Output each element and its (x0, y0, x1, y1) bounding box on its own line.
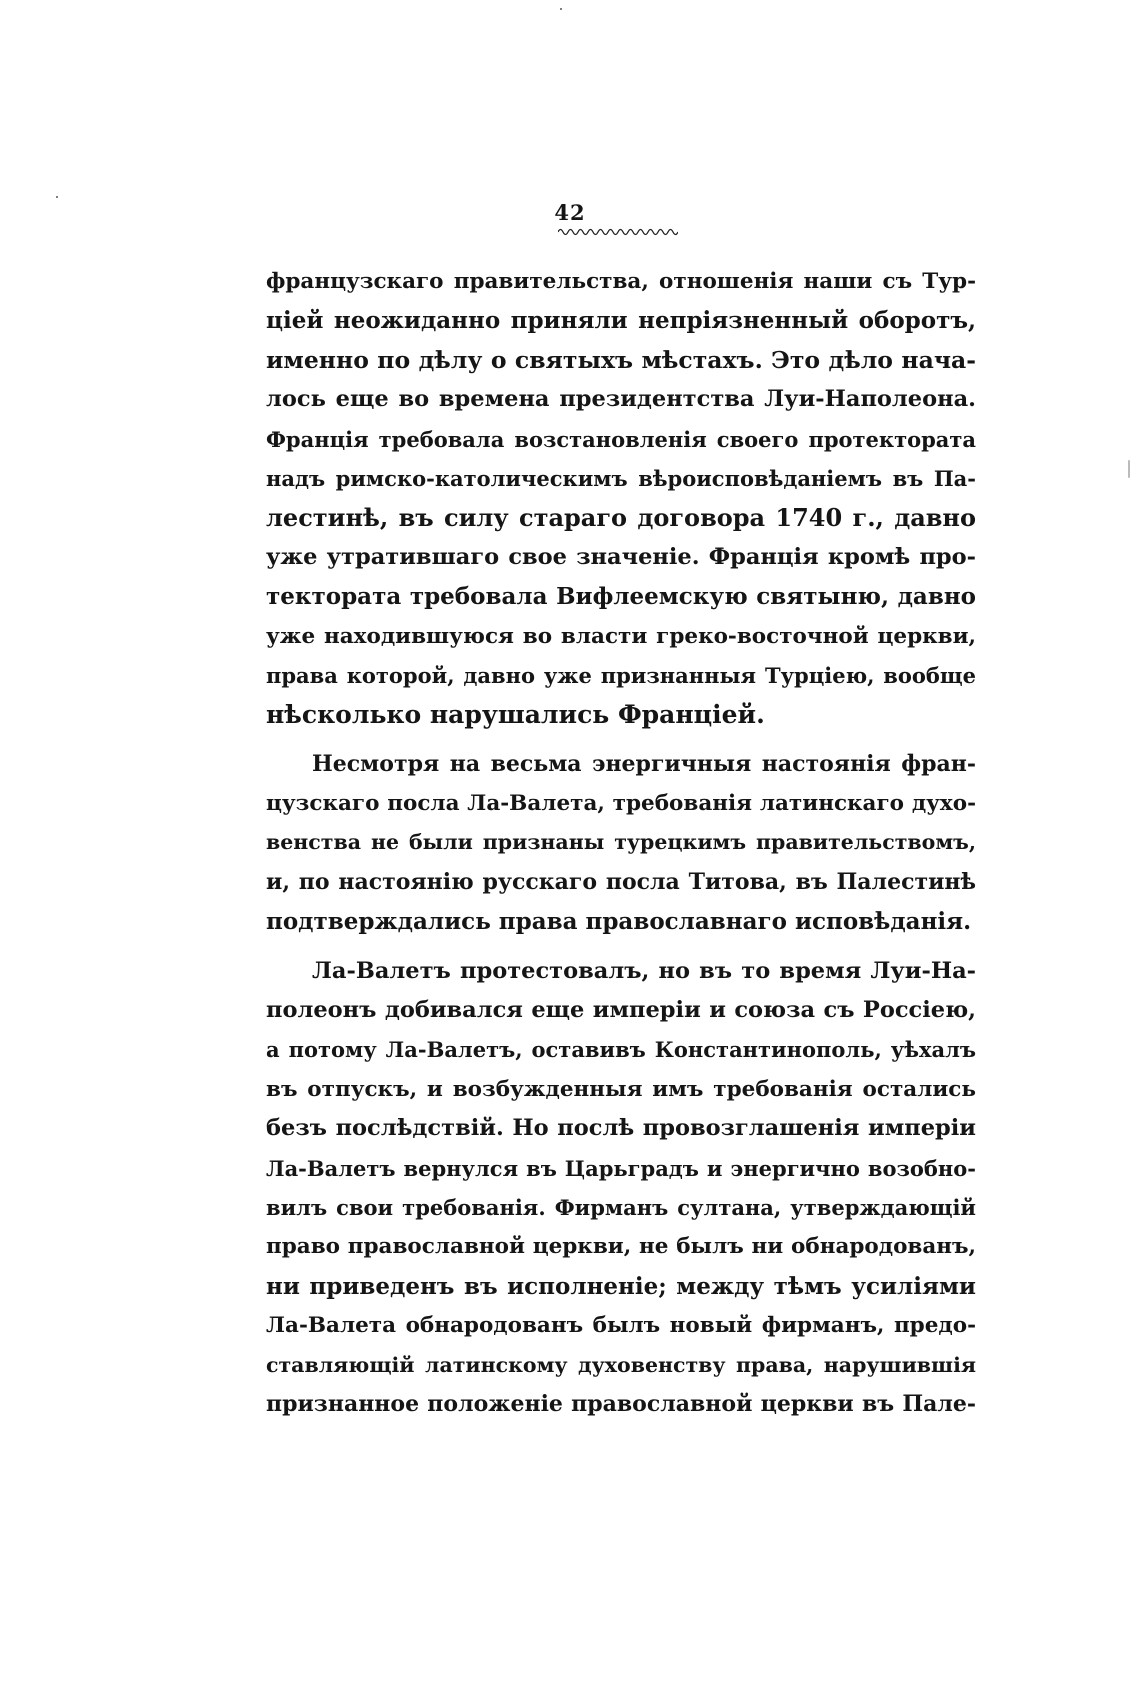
text-line: уже находившуюся во власти греко-восточной церкви, (266, 623, 976, 649)
text-line: Несмотря на весьма энергичныя настоянія фран- (312, 750, 976, 777)
paragraph-3 (266, 952, 976, 1425)
text-line: право православной церкви, не былъ ни обнародованъ, (266, 1234, 976, 1260)
scan-speck (560, 8, 562, 10)
text-line: цузскаго посла Ла-Валета, требованія латинскаго духо- (266, 791, 976, 817)
text-line: а потому Ла-Валетъ, оставивъ Константинополь, уѣхалъ (266, 1037, 976, 1063)
text-line: лестинѣ, въ силу стараго договора 1740 г., давно (266, 503, 976, 533)
text-line: надъ римско-католическимъ вѣроисповѣданіемъ въ Па- (266, 465, 976, 491)
text-line: нѣсколько нарушались Франціей. (266, 700, 765, 730)
scan-speck (56, 196, 58, 198)
text-line: Ла-Валетъ вернулся въ Царьградъ и энергично возобно- (266, 1155, 976, 1181)
text-line: вилъ свои требованія. Фирманъ султана, утверждающій (266, 1194, 976, 1220)
text-line: въ отпускъ, и возбужденныя имъ требованія остались (266, 1076, 976, 1102)
body-text (266, 262, 976, 1424)
text-line: лось еще во времена президентства Луи-Наполеона. (266, 386, 976, 413)
text-line: французскаго правительства, отношенія наши съ Тур- (266, 269, 976, 294)
paragraph-2 (266, 745, 976, 942)
text-line: ставляющій латинскому духовенству права, нарушившія (266, 1352, 976, 1377)
text-line: именно по дѣлу о святыхъ мѣстахъ. Это дѣло нача- (266, 345, 976, 374)
text-line: тектората требовала Вифлеемскую святыню, давно (266, 583, 976, 611)
text-line: Ла-Валета обнародованъ былъ новый фирманъ, предо- (266, 1313, 976, 1339)
page-number-ornament (558, 226, 678, 236)
text-line: права которой, давно уже признанныя Турціею, вообще (266, 662, 976, 688)
page-number: 42 (554, 200, 586, 225)
scan-speck (1128, 460, 1130, 478)
text-line: полеонъ добивался еще имперіи и союза съ Россіею, (266, 997, 976, 1024)
text-line: уже утратившаго свое значеніе. Франція кромѣ про- (266, 543, 976, 570)
text-line: Ла-Валетъ протестовалъ, но въ то время Луи-На- (312, 957, 976, 984)
text-line: и, по настоянію русскаго посла Титова, въ Палестинѣ (266, 868, 976, 895)
text-line: ціей неожиданно приняли непріязненный оборотъ, (266, 307, 976, 335)
text-line: венства не были признаны турецкимъ правительствомъ, (266, 830, 976, 855)
text-line: подтверждались права православнаго исповѣданія. (266, 908, 972, 936)
text-line: Франція требовала возстановленія своего протектората (266, 426, 976, 452)
paragraph-1 (266, 262, 976, 735)
text-line: признанное положеніе православной церкви въ Пале- (266, 1390, 976, 1417)
text-line: безъ послѣдствій. Но послѣ провозглашенія имперіи (266, 1115, 976, 1142)
text-line: ни приведенъ въ исполненіе; между тѣмъ усиліями (266, 1272, 976, 1300)
